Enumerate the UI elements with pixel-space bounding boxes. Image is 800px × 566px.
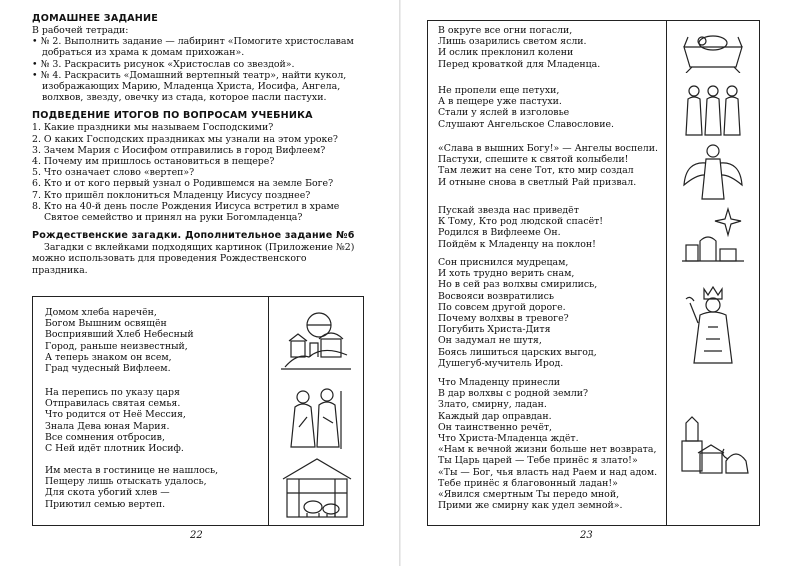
verse-line: На перепись по указу царя xyxy=(45,387,180,398)
verse-line: Стали у яслей в изголовье xyxy=(438,107,570,119)
verse-line: Перед кроваткой для Младенца. xyxy=(438,58,601,70)
verse xyxy=(438,257,597,369)
stable-icon xyxy=(277,453,357,521)
bethlehem-icon xyxy=(277,305,355,375)
verse-line: Слушают Ангельское Славословие. xyxy=(438,118,614,130)
verse-line: Город, раньше неизвестный, xyxy=(45,340,188,352)
verse-line: Сон приснился мудрецам, xyxy=(438,257,569,268)
verse-line: Он таинственно речёт, xyxy=(438,421,553,433)
verse-line: Пойдём к Младенцу на поклон! xyxy=(438,238,596,250)
verse xyxy=(438,205,603,250)
verse-line: Отправилась святая семья. xyxy=(45,398,181,410)
verse-line: Почему волхвы в тревоге? xyxy=(438,313,569,325)
verse-line: «Ты — Бог, чья власть над Раем и над адом. xyxy=(438,466,658,478)
verse-line: «Нам к вечной жизни больше нет возврата, xyxy=(438,444,657,456)
verse-line: Злато, смирну, ладан. xyxy=(438,399,547,411)
verse xyxy=(438,85,614,130)
homework-item: • № 2. Выполнить задание — лабиринт «Помогите христославам добраться из храма к домам прихожан». xyxy=(32,36,354,59)
homework-title: ДОМАШНЕЕ ЗАДАНИЕ xyxy=(32,13,159,24)
verse-line: Лишь озарились светом ясли. xyxy=(438,36,587,48)
verse-line: К Тому, Кто род людской спасёт! xyxy=(438,216,604,228)
angel-icon xyxy=(678,141,748,201)
verse-line: «Слава в вышних Богу!» — Ангелы воспели. xyxy=(438,143,658,154)
verse-line: Не пропели еще петухи, xyxy=(438,85,560,96)
verse-line: А в пещере уже пастухи. xyxy=(438,96,562,108)
verse-line: И ослик преклонил колени xyxy=(438,47,574,59)
verse-line: Ты Царь царей — Тебе принёс я злато!» xyxy=(438,455,638,467)
summary-question: 2. О каких Господских праздниках мы узнали на этом уроке? xyxy=(32,133,338,145)
herod-icon xyxy=(678,283,748,367)
verse-line: Родился в Вифлееме Он. xyxy=(438,227,561,239)
verse-line: Тебе принёс я благовонный ладан!» xyxy=(438,477,618,489)
verse-line: «Явился смертным Ты передо мной, xyxy=(438,489,620,501)
homework-item: • № 4. Раскрасить «Домашний вертепный театр», найти кукол, изображающих Марию, Младенца Христа, Иосифа, Ангела, волхвов, звезду, овечку из стада, которое пасли пастухи. xyxy=(32,69,347,104)
verse-line: Домом хлеба наречён, xyxy=(45,307,157,318)
verse-line: Он задумал не шутя, xyxy=(438,335,542,347)
verse-line: Все сомнения отбросив, xyxy=(45,431,165,443)
verse-line: Богом Вышним освящён xyxy=(45,318,167,330)
verse-line: Пастухи, спешите к святой колыбели! xyxy=(438,154,629,166)
riddle-verse xyxy=(45,465,218,510)
verse-line: С Ней идёт плотник Иосиф. xyxy=(45,443,184,455)
verse-line: Что родится от Неё Мессия, xyxy=(45,409,186,421)
riddles-title: Рождественские загадки. Дополнительное задание №6 xyxy=(32,230,355,242)
verse xyxy=(438,377,657,511)
summary-question: 3. Зачем Мария с Иосифом отправились в город Вифлеем? xyxy=(32,144,326,156)
shepherds-icon xyxy=(678,81,748,137)
verse xyxy=(438,143,658,188)
verse-line: Но в сей раз волхвы смирились, xyxy=(438,279,598,291)
verse xyxy=(438,25,600,70)
verse-line: Восвояси возвратились xyxy=(438,290,554,302)
summary-question: 8. Кто на 40-й день после Рождения Иисуса встретил в храме Святое семейство и принял на руки Богомладенца? xyxy=(32,200,340,224)
verse-line: Град чудесный Вифлеем. xyxy=(45,363,171,375)
verse-line: Каждый дар оправдан. xyxy=(438,410,552,422)
verse-line: Восприявший Хлеб Небесный xyxy=(45,329,194,341)
holy-family-icon xyxy=(277,383,355,453)
left-text-column xyxy=(32,13,362,276)
verses-box xyxy=(427,20,760,526)
summary-question: 6. Кто и от кого первый узнал о Родившемся на земле Боге? xyxy=(32,178,334,190)
page-number: 22 xyxy=(190,530,203,541)
summary-question: 7. Кто пришёл поклониться Младенцу Иисусу позднее? xyxy=(32,189,311,201)
manger-icon xyxy=(678,27,748,73)
verse-line: По совсем другой дороге. xyxy=(438,301,566,313)
verse-line: Погубить Христа-Дитя xyxy=(438,324,551,336)
verse-line: В округе все огни погасли, xyxy=(438,25,573,36)
verse-line: В дар волхвы с родной земли? xyxy=(438,388,589,400)
verse-line: Там лежит на сене Тот, кто мир создал xyxy=(438,165,634,177)
homework-item: • № 3. Раскрасить рисунок «Христослав со звездой». xyxy=(32,58,295,70)
riddles-intro: Загадки с вклейками подходящих картинок (Приложение №2) можно использовать для проведения Рождественского праздника. xyxy=(32,242,355,276)
gifts-icon xyxy=(674,411,754,481)
verse-line: Знала Дева юная Мария. xyxy=(45,420,170,432)
verse-line: Приютил семью вертеп. xyxy=(45,498,166,510)
page-number: 23 xyxy=(580,530,593,541)
summary-title: ПОДВЕДЕНИЕ ИТОГОВ ПО ВОПРОСАМ УЧЕБНИКА xyxy=(32,110,313,122)
verse-line: Прими же смирну как удел земной». xyxy=(438,500,623,512)
verse-line: Что Христа-Младенца ждёт. xyxy=(438,433,579,445)
verse-line: И хоть трудно верить снам, xyxy=(438,268,575,280)
verse-line: Пещеру лишь отыскать удалось, xyxy=(45,476,207,488)
summary-question: 1. Какие праздники мы называем Господскими? xyxy=(32,122,274,134)
verse-line: Что Младенцу принесли xyxy=(438,377,561,388)
right-page xyxy=(400,0,800,566)
riddle-verse xyxy=(45,307,194,374)
star-over-bethlehem-icon xyxy=(678,205,748,265)
summary-question: 4. Почему им пришлось остановиться в пещере? xyxy=(32,156,275,168)
verse-line: А теперь знаком он всем, xyxy=(45,351,172,363)
riddles-box xyxy=(32,296,364,526)
summary-question: 5. Что означает слово «вертеп»? xyxy=(32,167,195,179)
verse-line: И отныне снова в светлый Рай призвал. xyxy=(438,176,637,188)
verse-line: Боясь лишиться царских выгод, xyxy=(438,346,597,358)
riddle-verse xyxy=(45,387,186,454)
homework-intro: В рабочей тетради: xyxy=(32,25,129,36)
verse-line: Душегуб-мучитель Ирод. xyxy=(438,357,564,369)
verse-line: Им места в гостинице не нашлось, xyxy=(45,465,219,476)
verse-line: Для скота убогий хлев — xyxy=(45,487,170,499)
verse-line: Пускай звезда нас приведёт xyxy=(438,205,579,216)
